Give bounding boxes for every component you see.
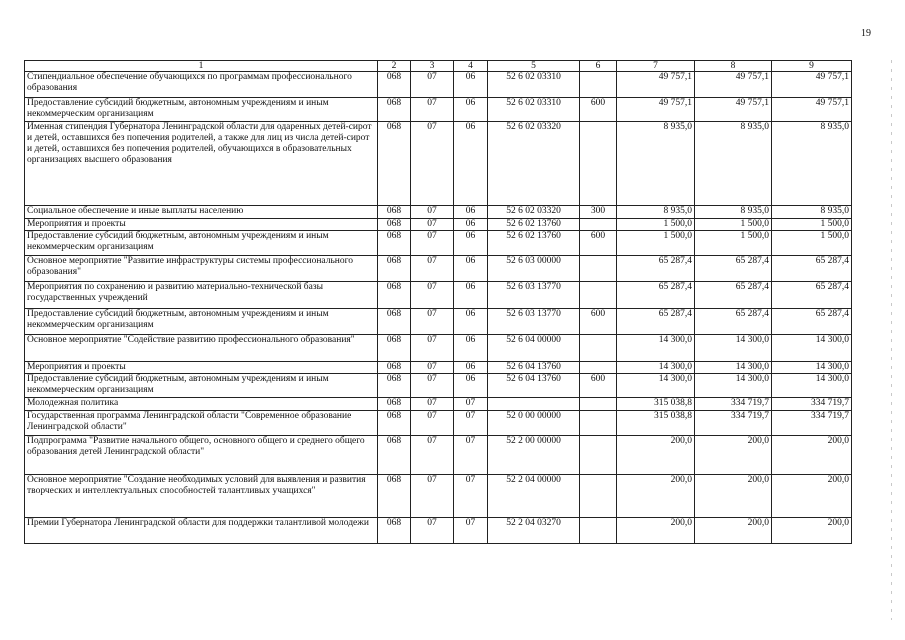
amount-year-1: 14 300,0 xyxy=(617,362,695,374)
column-header: 7 xyxy=(617,61,695,72)
ministry-code: 068 xyxy=(378,231,411,256)
amount-year-3: 334 719,7 xyxy=(772,398,852,411)
scan-edge-line xyxy=(891,60,892,620)
table-row xyxy=(25,475,852,518)
amount-year-3: 49 757,1 xyxy=(772,98,852,122)
subsection-code: 07 xyxy=(454,411,488,436)
expense-type-code xyxy=(580,436,617,475)
table-row xyxy=(25,122,852,206)
row-name: Мероприятия и проекты xyxy=(25,219,378,231)
expense-type-code xyxy=(580,362,617,374)
expense-type-code: 600 xyxy=(580,309,617,335)
subsection-code: 06 xyxy=(454,98,488,122)
row-name: Мероприятия по сохранению и развитию материально-технической базы государственных учреждений xyxy=(25,282,378,309)
ministry-code: 068 xyxy=(378,518,411,544)
expense-type-code xyxy=(580,518,617,544)
column-header: 1 xyxy=(25,61,378,72)
section-code: 07 xyxy=(411,436,454,475)
section-code: 07 xyxy=(411,475,454,518)
row-name: Мероприятия и проекты xyxy=(25,362,378,374)
amount-year-3: 334 719,7 xyxy=(772,411,852,436)
expense-type-code xyxy=(580,256,617,282)
amount-year-1: 49 757,1 xyxy=(617,72,695,98)
amount-year-2: 8 935,0 xyxy=(695,206,772,219)
expense-type-code xyxy=(580,411,617,436)
target-article-code: 52 6 03 13770 xyxy=(488,282,580,309)
amount-year-2: 14 300,0 xyxy=(695,335,772,362)
ministry-code: 068 xyxy=(378,374,411,398)
subsection-code: 06 xyxy=(454,282,488,309)
table-row xyxy=(25,518,852,544)
amount-year-2: 14 300,0 xyxy=(695,374,772,398)
column-header: 4 xyxy=(454,61,488,72)
expense-type-code xyxy=(580,475,617,518)
target-article-code: 52 0 00 00000 xyxy=(488,411,580,436)
subsection-code: 06 xyxy=(454,122,488,206)
column-header: 6 xyxy=(580,61,617,72)
amount-year-1: 315 038,8 xyxy=(617,398,695,411)
table-row xyxy=(25,411,852,436)
amount-year-2: 49 757,1 xyxy=(695,98,772,122)
section-code: 07 xyxy=(411,518,454,544)
expense-type-code xyxy=(580,219,617,231)
ministry-code: 068 xyxy=(378,256,411,282)
subsection-code: 06 xyxy=(454,219,488,231)
amount-year-3: 14 300,0 xyxy=(772,335,852,362)
section-code: 07 xyxy=(411,411,454,436)
amount-year-1: 14 300,0 xyxy=(617,335,695,362)
subsection-code: 06 xyxy=(454,231,488,256)
amount-year-1: 200,0 xyxy=(617,475,695,518)
row-name: Предоставление субсидий бюджетным, автономным учреждениям и иным некоммерческим организациям xyxy=(25,231,378,256)
target-article-code: 52 6 03 13770 xyxy=(488,309,580,335)
ministry-code: 068 xyxy=(378,411,411,436)
row-name: Молодежная политика xyxy=(25,398,378,411)
target-article-code: 52 6 02 13760 xyxy=(488,219,580,231)
target-article-code: 52 6 02 03320 xyxy=(488,122,580,206)
amount-year-1: 200,0 xyxy=(617,518,695,544)
amount-year-3: 65 287,4 xyxy=(772,256,852,282)
amount-year-3: 200,0 xyxy=(772,518,852,544)
expense-type-code xyxy=(580,122,617,206)
target-article-code xyxy=(488,398,580,411)
ministry-code: 068 xyxy=(378,436,411,475)
amount-year-1: 315 038,8 xyxy=(617,411,695,436)
row-name: Именная стипендия Губернатора Ленинградской области для одаренных детей-сирот и детей, оставшихся без попечения родителей, а также для лиц из числа детей-сирот и детей, оставшихся без попечения родителей, обучающихся в образовательных организациях высшего образования xyxy=(25,122,378,206)
table-row xyxy=(25,256,852,282)
section-code: 07 xyxy=(411,362,454,374)
target-article-code: 52 6 02 03320 xyxy=(488,206,580,219)
amount-year-3: 49 757,1 xyxy=(772,72,852,98)
target-article-code: 52 6 02 03310 xyxy=(488,72,580,98)
row-name: Предоставление субсидий бюджетным, автономным учреждениям и иным некоммерческим организациям xyxy=(25,374,378,398)
ministry-code: 068 xyxy=(378,122,411,206)
section-code: 07 xyxy=(411,231,454,256)
row-name: Основное мероприятие "Развитие инфраструктуры системы профессионального образования" xyxy=(25,256,378,282)
amount-year-3: 200,0 xyxy=(772,475,852,518)
subsection-code: 06 xyxy=(454,206,488,219)
table-row xyxy=(25,231,852,256)
ministry-code: 068 xyxy=(378,72,411,98)
row-name: Государственная программа Ленинградской области "Современное образование Ленинградской области" xyxy=(25,411,378,436)
amount-year-3: 1 500,0 xyxy=(772,219,852,231)
amount-year-3: 65 287,4 xyxy=(772,309,852,335)
subsection-code: 06 xyxy=(454,256,488,282)
section-code: 07 xyxy=(411,309,454,335)
row-name: Основное мероприятие "Создание необходимых условий для выявления и развития творческих и интеллектуальных способностей талантливых учащихся" xyxy=(25,475,378,518)
table-row xyxy=(25,374,852,398)
amount-year-2: 49 757,1 xyxy=(695,72,772,98)
amount-year-3: 14 300,0 xyxy=(772,362,852,374)
row-name: Стипендиальное обеспечение обучающихся по программам профессионального образования xyxy=(25,72,378,98)
row-name: Социальное обеспечение и иные выплаты населению xyxy=(25,206,378,219)
amount-year-3: 8 935,0 xyxy=(772,206,852,219)
ministry-code: 068 xyxy=(378,362,411,374)
target-article-code: 52 2 00 00000 xyxy=(488,436,580,475)
column-header: 3 xyxy=(411,61,454,72)
subsection-code: 06 xyxy=(454,362,488,374)
row-name: Предоставление субсидий бюджетным, автономным учреждениям и иным некоммерческим организациям xyxy=(25,98,378,122)
target-article-code: 52 6 04 00000 xyxy=(488,335,580,362)
target-article-code: 52 2 04 00000 xyxy=(488,475,580,518)
target-article-code: 52 6 02 13760 xyxy=(488,231,580,256)
amount-year-2: 14 300,0 xyxy=(695,362,772,374)
table-row xyxy=(25,219,852,231)
ministry-code: 068 xyxy=(378,475,411,518)
target-article-code: 52 2 04 03270 xyxy=(488,518,580,544)
amount-year-1: 1 500,0 xyxy=(617,219,695,231)
amount-year-3: 200,0 xyxy=(772,436,852,475)
section-code: 07 xyxy=(411,122,454,206)
ministry-code: 068 xyxy=(378,335,411,362)
amount-year-1: 65 287,4 xyxy=(617,282,695,309)
table-row xyxy=(25,309,852,335)
section-code: 07 xyxy=(411,335,454,362)
expense-type-code xyxy=(580,335,617,362)
ministry-code: 068 xyxy=(378,398,411,411)
subsection-code: 07 xyxy=(454,475,488,518)
amount-year-2: 65 287,4 xyxy=(695,309,772,335)
target-article-code: 52 6 02 03310 xyxy=(488,98,580,122)
expense-type-code: 300 xyxy=(580,206,617,219)
expense-type-code: 600 xyxy=(580,98,617,122)
amount-year-1: 14 300,0 xyxy=(617,374,695,398)
subsection-code: 06 xyxy=(454,309,488,335)
amount-year-1: 200,0 xyxy=(617,436,695,475)
expense-type-code xyxy=(580,398,617,411)
expense-type-code xyxy=(580,282,617,309)
section-code: 07 xyxy=(411,72,454,98)
ministry-code: 068 xyxy=(378,282,411,309)
amount-year-1: 49 757,1 xyxy=(617,98,695,122)
amount-year-1: 8 935,0 xyxy=(617,206,695,219)
table-row xyxy=(25,398,852,411)
section-code: 07 xyxy=(411,398,454,411)
section-code: 07 xyxy=(411,374,454,398)
amount-year-1: 65 287,4 xyxy=(617,309,695,335)
ministry-code: 068 xyxy=(378,219,411,231)
amount-year-1: 1 500,0 xyxy=(617,231,695,256)
table-body xyxy=(25,72,852,544)
budget-table xyxy=(24,60,852,544)
amount-year-2: 8 935,0 xyxy=(695,122,772,206)
page-number: 19 xyxy=(861,28,871,39)
amount-year-2: 334 719,7 xyxy=(695,411,772,436)
table-row xyxy=(25,206,852,219)
amount-year-2: 1 500,0 xyxy=(695,219,772,231)
amount-year-3: 65 287,4 xyxy=(772,282,852,309)
target-article-code: 52 6 04 13760 xyxy=(488,362,580,374)
expense-type-code xyxy=(580,72,617,98)
row-name: Подпрограмма "Развитие начального общего, основного общего и среднего общего образования детей Ленинградской области" xyxy=(25,436,378,475)
table-row xyxy=(25,362,852,374)
header-row xyxy=(25,61,852,72)
section-code: 07 xyxy=(411,98,454,122)
amount-year-2: 65 287,4 xyxy=(695,256,772,282)
amount-year-2: 65 287,4 xyxy=(695,282,772,309)
amount-year-3: 14 300,0 xyxy=(772,374,852,398)
table-row xyxy=(25,436,852,475)
row-name: Предоставление субсидий бюджетным, автономным учреждениям и иным некоммерческим организациям xyxy=(25,309,378,335)
section-code: 07 xyxy=(411,206,454,219)
amount-year-1: 65 287,4 xyxy=(617,256,695,282)
ministry-code: 068 xyxy=(378,98,411,122)
column-header: 9 xyxy=(772,61,852,72)
row-name: Премии Губернатора Ленинградской области для поддержки талантливой молодежи xyxy=(25,518,378,544)
target-article-code: 52 6 03 00000 xyxy=(488,256,580,282)
amount-year-2: 200,0 xyxy=(695,436,772,475)
amount-year-3: 1 500,0 xyxy=(772,231,852,256)
column-header: 8 xyxy=(695,61,772,72)
expense-type-code: 600 xyxy=(580,231,617,256)
section-code: 07 xyxy=(411,282,454,309)
section-code: 07 xyxy=(411,256,454,282)
ministry-code: 068 xyxy=(378,206,411,219)
column-header: 2 xyxy=(378,61,411,72)
subsection-code: 07 xyxy=(454,436,488,475)
amount-year-1: 8 935,0 xyxy=(617,122,695,206)
ministry-code: 068 xyxy=(378,309,411,335)
subsection-code: 06 xyxy=(454,72,488,98)
subsection-code: 07 xyxy=(454,518,488,544)
table-row xyxy=(25,335,852,362)
amount-year-2: 200,0 xyxy=(695,475,772,518)
subsection-code: 07 xyxy=(454,398,488,411)
amount-year-2: 200,0 xyxy=(695,518,772,544)
table-row xyxy=(25,282,852,309)
subsection-code: 06 xyxy=(454,374,488,398)
row-name: Основное мероприятие "Содействие развитию профессионального образования" xyxy=(25,335,378,362)
amount-year-2: 334 719,7 xyxy=(695,398,772,411)
amount-year-2: 1 500,0 xyxy=(695,231,772,256)
target-article-code: 52 6 04 13760 xyxy=(488,374,580,398)
expense-type-code: 600 xyxy=(580,374,617,398)
section-code: 07 xyxy=(411,219,454,231)
amount-year-3: 8 935,0 xyxy=(772,122,852,206)
table-row xyxy=(25,72,852,98)
table-row xyxy=(25,98,852,122)
subsection-code: 06 xyxy=(454,335,488,362)
column-header: 5 xyxy=(488,61,580,72)
